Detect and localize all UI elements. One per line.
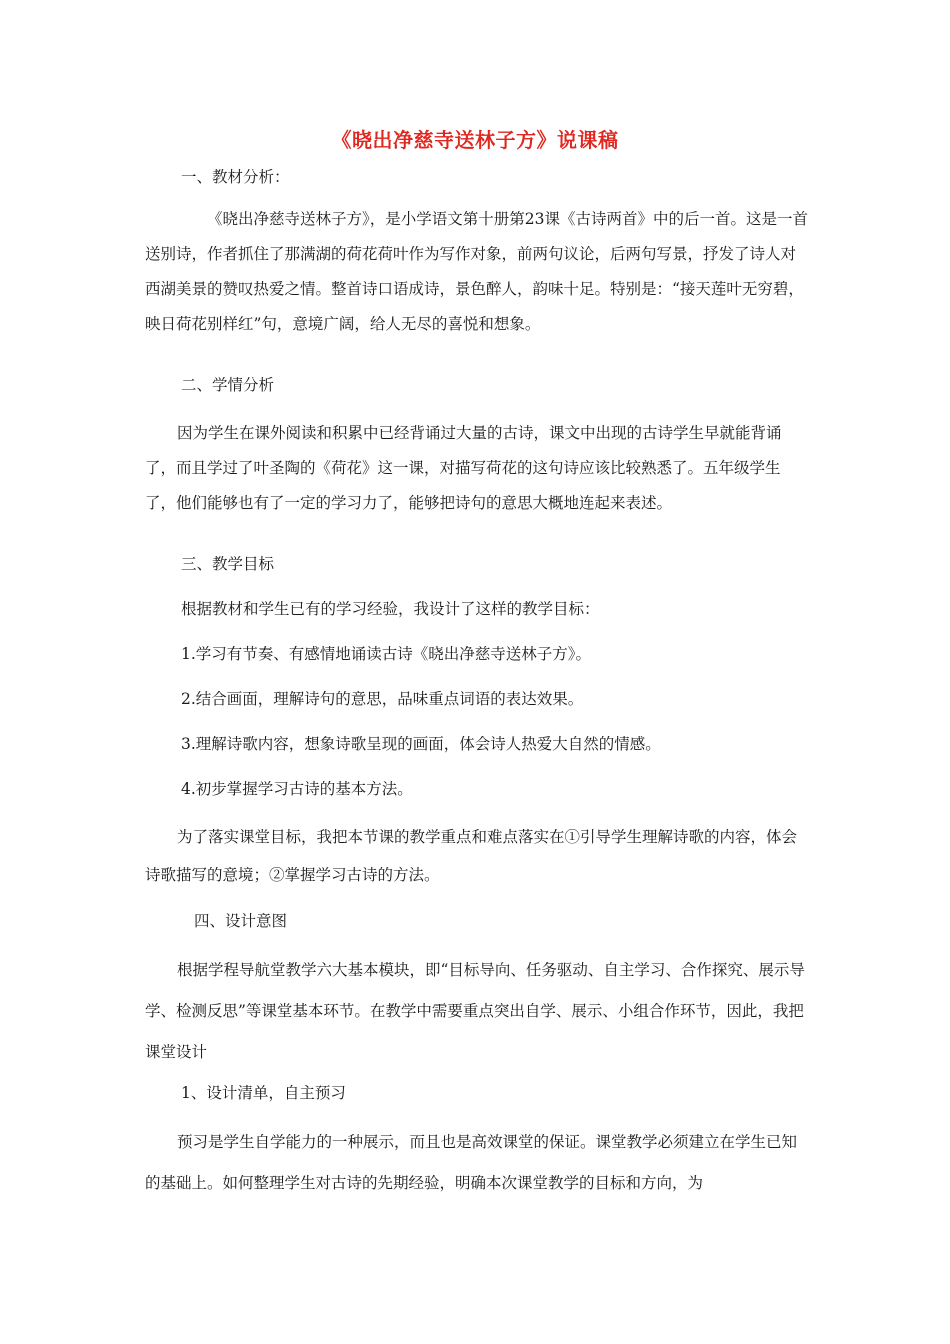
paragraph-text: 因为学生在课外阅读和积累中已经背诵过大量的古诗，课文中出现的古诗学生早就能背诵了，而且学过了叶圣陶的《荷花》这一课，对描写荷花的这句诗应该比较熟悉了。五年级学生了，他们能够也有了一定的学习力了，能够把诗句的意思大概地连起来表述。	[145, 424, 782, 512]
paragraph-goals-intro: 根据教材和学生已有的学习经验，我设计了这样的教学目标：	[181, 600, 600, 618]
paragraph-textbook-analysis	[145, 202, 811, 342]
section-heading-design-intent: 四、设计意图	[194, 912, 288, 930]
document-title: 《晓出净慈寺送林子方》说课稿	[331, 128, 619, 152]
goal-item-2: 2.结合画面，理解诗句的意思，品味重点词语的表达效果。	[181, 690, 584, 708]
goal-item-1: 1.学习有节奏、有感情地诵读古诗《晓出净慈寺送林子方》。	[181, 645, 592, 663]
paragraph-key-points	[145, 818, 811, 894]
paragraph-text: 为了落实课堂目标，我把本节课的教学重点和难点落实在①引导学生理解诗歌的内容，体会诗歌描写的意境；②掌握学习古诗的方法。	[145, 828, 798, 884]
section-heading-textbook-analysis: 一、教材分析：	[181, 168, 290, 186]
paragraph-design-intent	[145, 950, 811, 1073]
section-heading-student-analysis: 二、学情分析	[181, 376, 275, 394]
paragraph-student-analysis	[145, 416, 811, 521]
paragraph-text: 根据学程导航堂教学六大基本模块，即“目标导向、任务驱动、自主学习、合作探究、展示导学、检测反思”等课堂基本环节。在教学中需要重点突出自学、展示、小组合作环节，因此，我把课堂设计	[145, 961, 805, 1061]
paragraph-preview	[145, 1122, 811, 1204]
paragraph-text: 《晓出净慈寺送林子方》，是小学语文第十册第23课《古诗两首》中的后一首。这是一首送别诗，作者抓住了那满湖的荷花荷叶作为写作对象，前两句议论，后两句写景，抒发了诗人对西湖美景的赞叹热爱之情。整首诗口语成诗，景色醉人，韵味十足。特别是：“接天莲叶无穷碧，映日荷花别样红”句，意境广阔，给人无尽的喜悦和想象。	[145, 210, 808, 333]
subsection-heading-preview: 1、设计清单，自主预习	[181, 1084, 346, 1102]
paragraph-text: 预习是学生自学能力的一种展示，而且也是高效课堂的保证。课堂教学必须建立在学生已知的基础上。如何整理学生对古诗的先期经验，明确本次课堂教学的目标和方向，为	[145, 1133, 798, 1192]
goal-item-4: 4.初步掌握学习古诗的基本方法。	[181, 780, 413, 798]
section-heading-teaching-goals: 三、教学目标	[181, 555, 275, 573]
goal-item-3: 3.理解诗歌内容，想象诗歌呈现的画面，体会诗人热爱大自然的情感。	[181, 735, 661, 753]
